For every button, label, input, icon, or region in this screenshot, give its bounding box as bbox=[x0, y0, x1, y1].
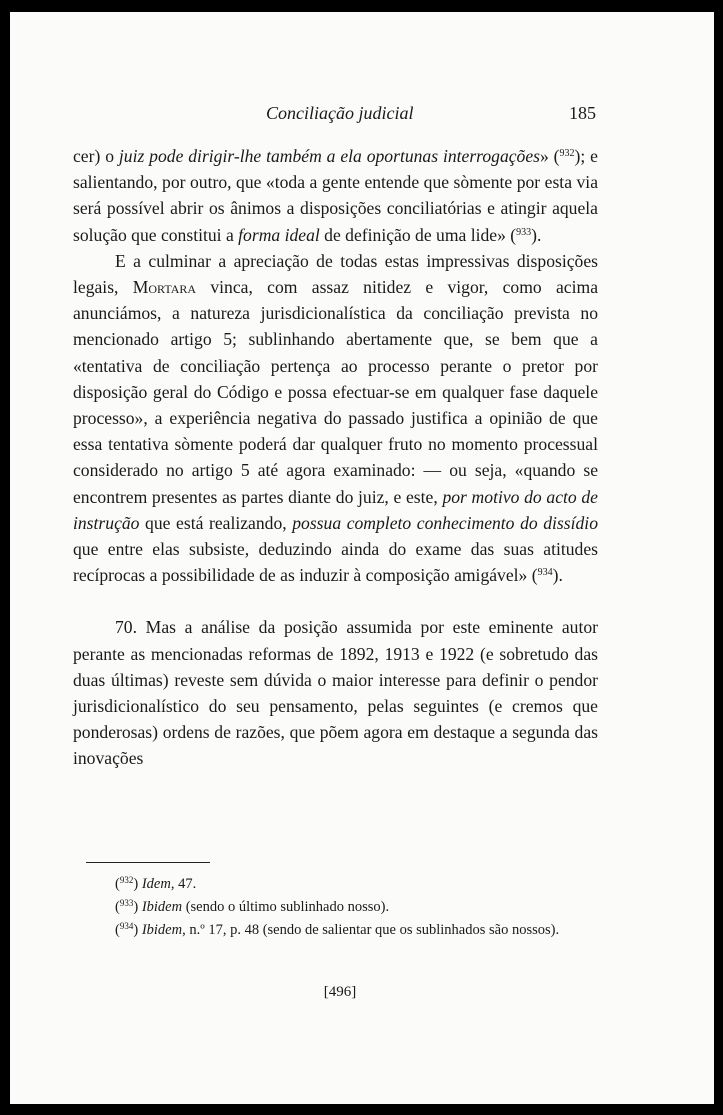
text-run: cer) o bbox=[73, 146, 119, 166]
footnote-934: ($^{934}$) Ibidem, n.º 17, p. 48 (sendo de salientar que os sublinhados são nossos). bbox=[115, 921, 560, 938]
footnote-ref: 934 bbox=[537, 567, 553, 579]
footnote-text: , 47. bbox=[170, 876, 197, 892]
footnotes bbox=[73, 873, 598, 942]
body-text bbox=[73, 143, 598, 772]
footnote-italic: Idem bbox=[141, 876, 171, 892]
text-run: que está realizando, bbox=[139, 512, 293, 533]
text-run: » ( bbox=[540, 146, 560, 166]
footnote-mark: 932 bbox=[119, 875, 134, 885]
text-run: que entre elas subsiste, deduzindo ainda do exame das suas atitudes recíprocas a possibilidade de as induzir à composição amigável» ( bbox=[73, 539, 598, 586]
footnote-ref: 933 bbox=[516, 226, 532, 238]
text-run: ). bbox=[552, 565, 563, 586]
footnote-932: ($^{932}$) Idem, 47. bbox=[115, 875, 197, 892]
italic-run: por motivo do acto de instrução bbox=[73, 486, 598, 533]
footnote-text: , n.º 17, p. 48 (sendo de salientar que os sublinhados são nossos). bbox=[182, 922, 560, 938]
text-run: ); e salientando, por outro, que «toda a gente entende que sòmente por esta via será possível abrir os ânimos a disposições conciliatórias e atingir aquela solução que constitui a bbox=[73, 146, 598, 245]
book-page bbox=[10, 12, 714, 1104]
italic-run: forma ideal bbox=[238, 224, 320, 245]
text-run: E a culminar a apreciação de todas estas impressivas disposições legais, bbox=[73, 250, 598, 298]
text-run: vinca, com assaz nitidez e vigor, como acima anunciámos, a natureza jurisdicionalística da conciliação prevista no mencionado artigo 5; sublinhando abertamente que, se bem que a «tentativa de conciliação pertença ao processo perante o pretor por disposição geral do Código e possa efectuar-se em qualquer fase daquele processo», a experiência negativa do passado justifica a opinião de que essa tentativa sòmente poderá dar qualquer fruto no momento processual considerado no artigo 5 até agora examinado: — ou seja, «quando se encontrem presentes as partes diante do juiz, e este, bbox=[73, 277, 598, 507]
paragraph-1 bbox=[73, 143, 598, 248]
italic-run: juiz pode dirigir-lhe também a ela oportunas interrogações bbox=[118, 146, 541, 166]
paragraph-3: 70. Mas a análise da posição assumida por este eminente autor perante as mencionadas reformas de 1892, 1913 e 1922 (e sobretudo das duas últimas) reveste sem dúvida o maior interesse para definir o pendor jurisdicionalístico do seu pensamento, pelas seguintes (e cremos que ponderosas) ordens de razões, que põem agora em destaque a segunda das inovações bbox=[73, 617, 598, 769]
footnote-mark: 933 bbox=[119, 898, 134, 908]
italic-run: possua completo conhecimento do dissídio bbox=[292, 512, 598, 533]
footnote-rule bbox=[86, 862, 210, 863]
running-title: Conciliação judicial bbox=[266, 103, 414, 123]
footnote-933: ($^{933}$) Ibidem (sendo o último sublinhado nosso). bbox=[115, 898, 390, 915]
footnote-italic: Ibidem bbox=[141, 899, 183, 915]
footnote-ref: 932 bbox=[559, 148, 575, 159]
page-code: [496] bbox=[323, 984, 357, 1000]
footnote-italic: Ibidem bbox=[141, 922, 183, 938]
running-header bbox=[266, 103, 596, 129]
text-run: ). bbox=[531, 224, 542, 245]
page-number: 185 bbox=[569, 103, 596, 123]
footnote-mark: 934 bbox=[119, 921, 134, 931]
paragraph-2 bbox=[73, 248, 598, 589]
author-name: Mortara bbox=[132, 277, 197, 298]
footnote-text: (sendo o último sublinhado nosso). bbox=[182, 899, 390, 915]
text-run: de definição de uma lide» ( bbox=[319, 224, 517, 245]
